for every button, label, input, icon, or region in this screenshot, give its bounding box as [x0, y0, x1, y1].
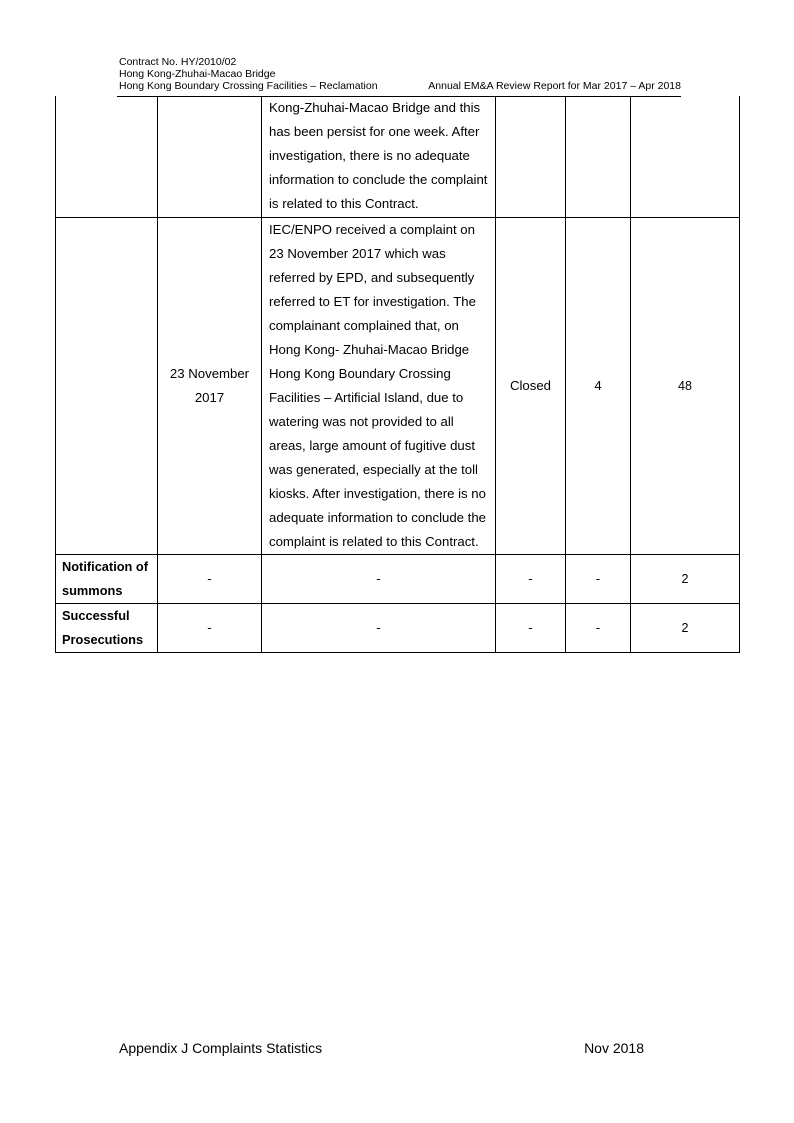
count-cell — [566, 96, 631, 217]
category-cell — [56, 96, 158, 217]
page-header — [119, 56, 681, 92]
description-cell: IEC/ENPO received a complaint on 23 November 2017 which was referred by EPD, and subsequently referred to ET for investigation. The complainant complained that, on Hong Kong- Zhuhai-Macao Bridge Hong Kong Boundary Crossing Facilities – Artificial Island, due to watering was not provided to all areas, large amount of fugitive dust was generated, especially at the toll kiosks. After investigation, there is no adequate information to conclude the complaint is related to this Contract. — [262, 217, 496, 554]
count-cell: - — [566, 603, 631, 652]
cumulative-cell: 2 — [631, 603, 740, 652]
status-cell: - — [496, 554, 566, 603]
page-footer — [119, 1040, 644, 1056]
contract-number: Contract No. HY/2010/02 — [119, 56, 237, 68]
category-cell: Successful Prosecutions — [56, 603, 158, 652]
description-cell: - — [262, 554, 496, 603]
category-cell: Notification of summons — [56, 554, 158, 603]
date-cell: - — [158, 603, 262, 652]
complaints-table — [55, 96, 740, 653]
report-title: Annual EM&A Review Report for Mar 2017 – Apr 2018 — [428, 80, 681, 92]
date-cell: - — [158, 554, 262, 603]
status-cell: Closed — [496, 217, 566, 554]
date-cell — [158, 96, 262, 217]
table-row — [56, 96, 740, 217]
project-name: Hong Kong-Zhuhai-Macao Bridge — [119, 68, 276, 80]
footer-appendix: Appendix J Complaints Statistics — [119, 1040, 323, 1056]
status-cell: - — [496, 603, 566, 652]
cumulative-cell: 2 — [631, 554, 740, 603]
table-row — [56, 217, 740, 554]
description-cell: Kong-Zhuhai-Macao Bridge and this has been persist for one week. After investigation, there is no adequate information to conclude the complaint is related to this Contract. — [262, 96, 496, 217]
count-cell: 4 — [566, 217, 631, 554]
header-last-line — [119, 80, 681, 92]
count-cell: - — [566, 554, 631, 603]
table-row — [56, 554, 740, 603]
category-cell — [56, 217, 158, 554]
description-cell: - — [262, 603, 496, 652]
footer-date: Nov 2018 — [584, 1040, 644, 1056]
date-cell: 23 November 2017 — [158, 217, 262, 554]
table-row — [56, 603, 740, 652]
facilities-name: Hong Kong Boundary Crossing Facilities – Reclamation — [119, 80, 378, 92]
cumulative-cell — [631, 96, 740, 217]
status-cell — [496, 96, 566, 217]
cumulative-cell: 48 — [631, 217, 740, 554]
